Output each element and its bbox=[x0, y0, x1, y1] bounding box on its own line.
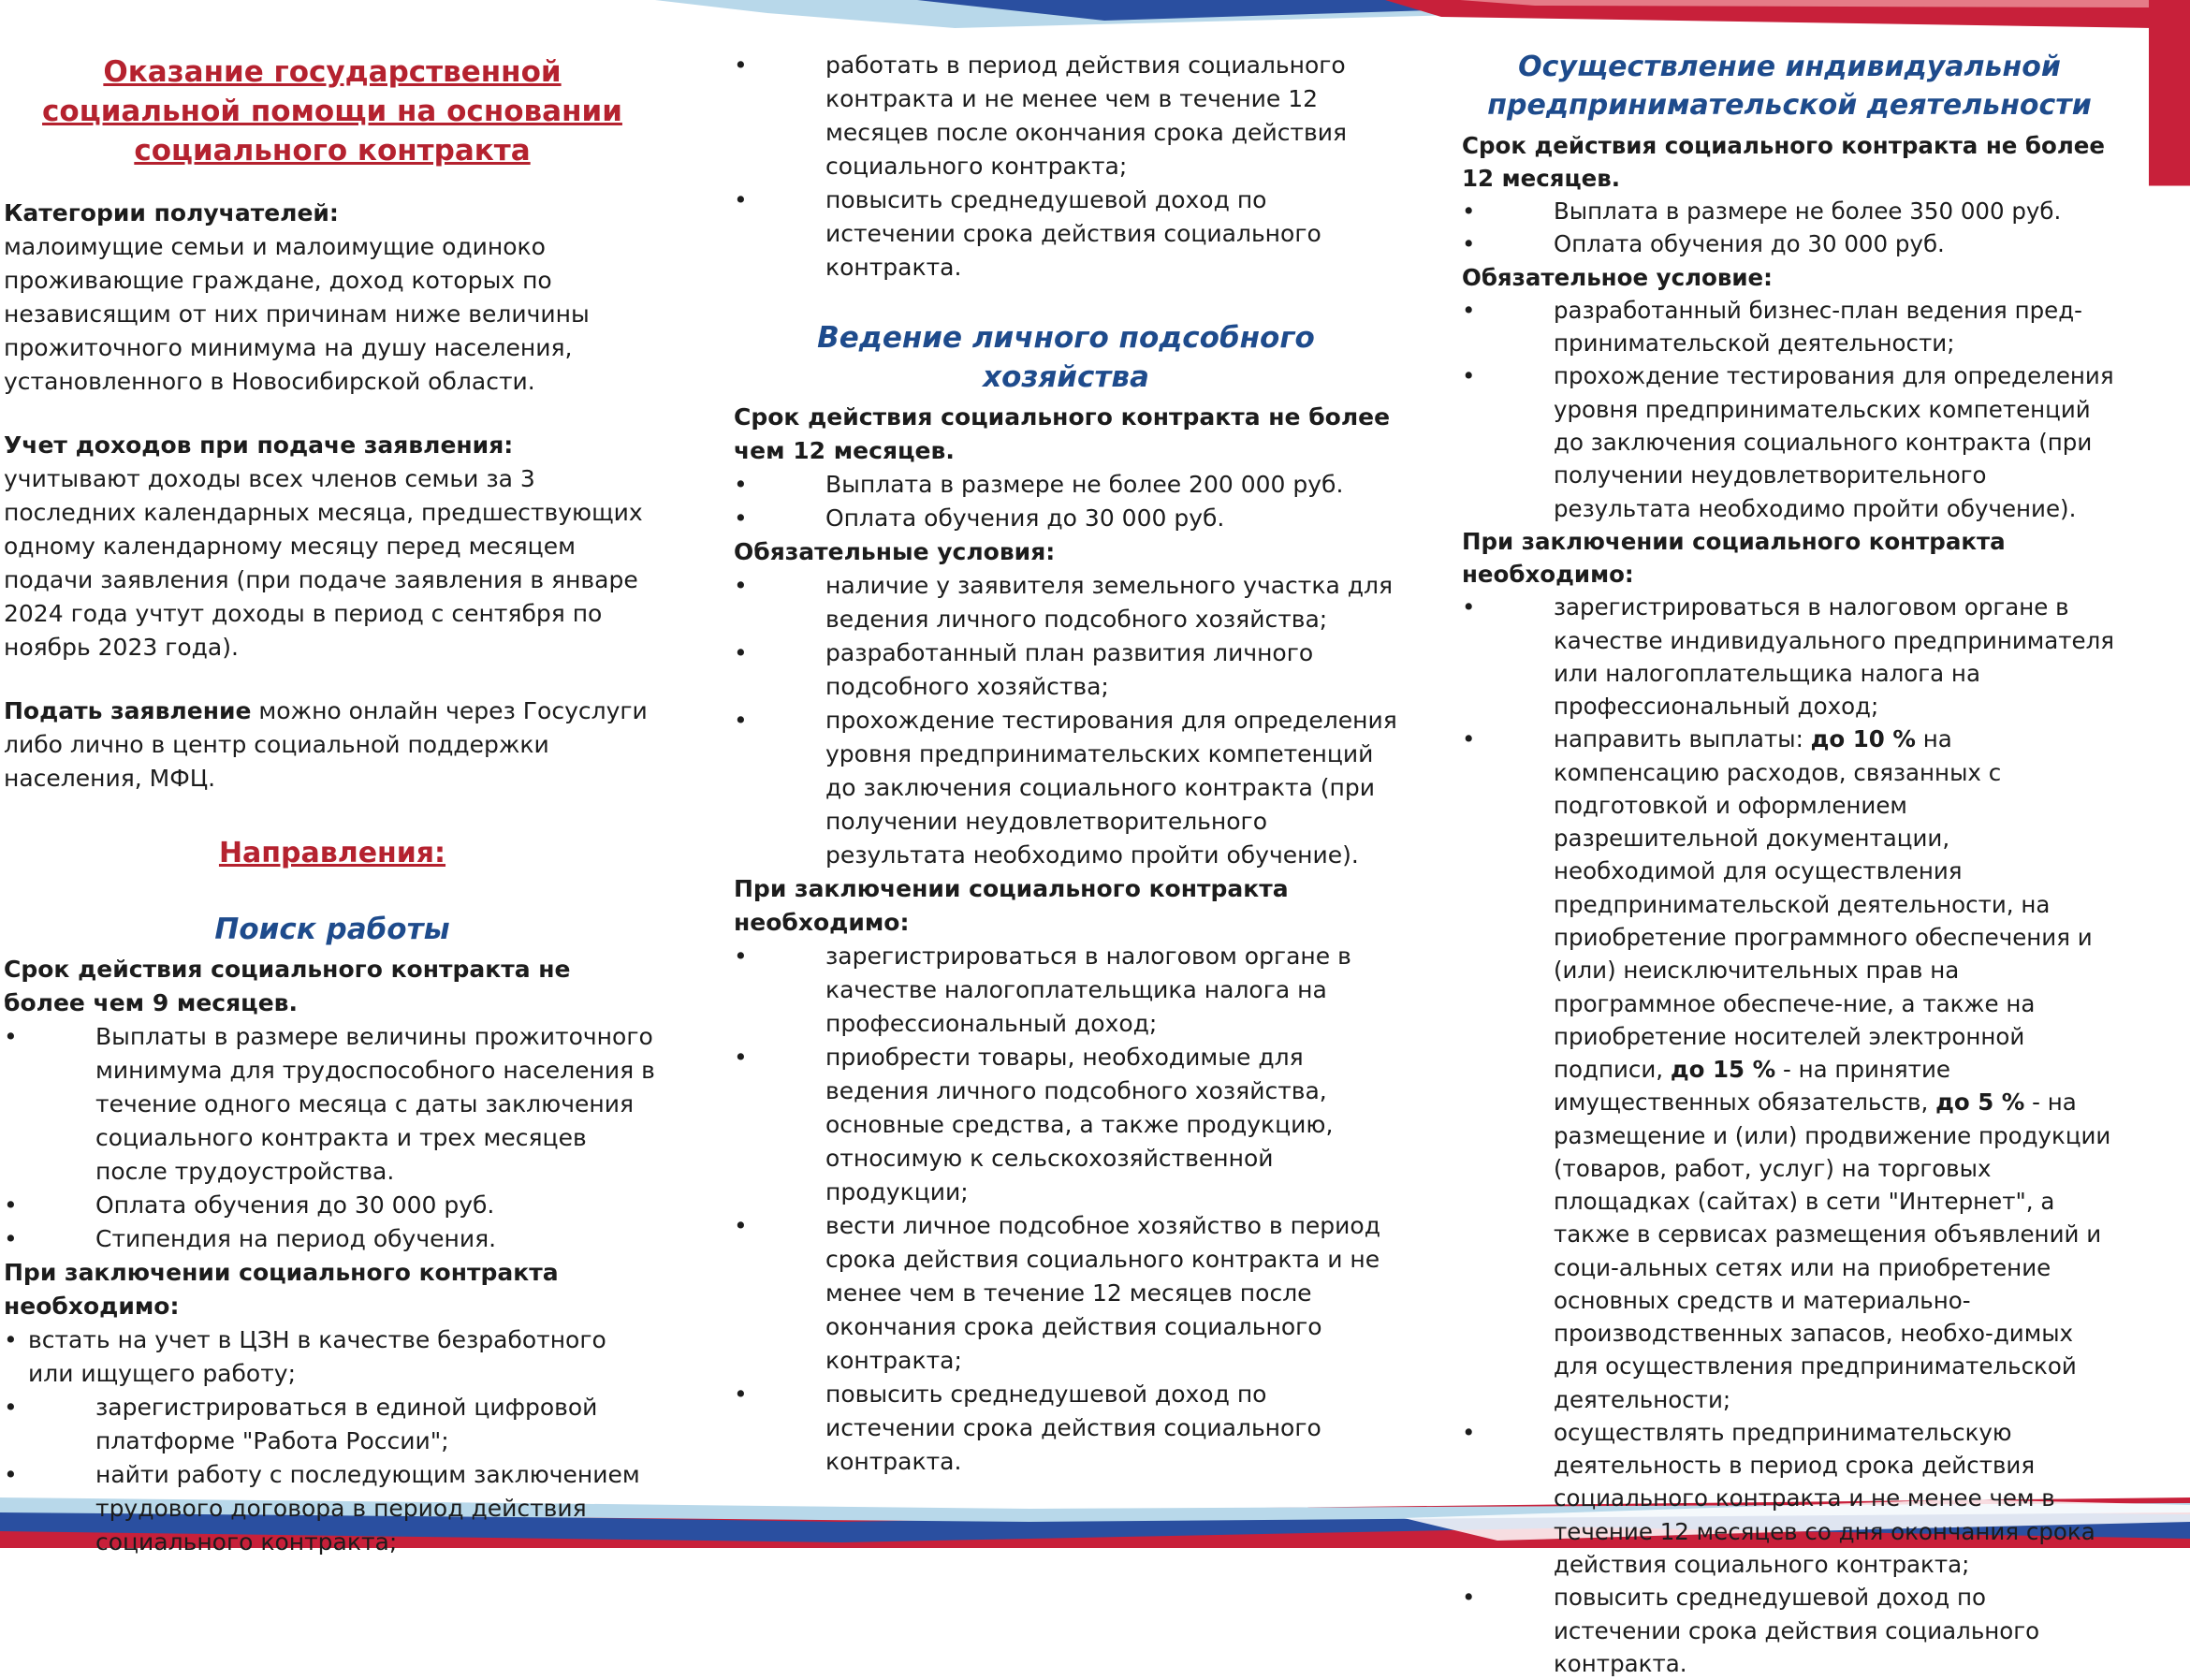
main-title: Оказание государственной социальной помощи на основании социального контракта bbox=[42, 55, 622, 168]
list-item: • приобрести товары, необходимые для ведения личного подсобного хозяйства, основные средства, а также продукцию, относимую к сельскохозяйственной продукции; bbox=[734, 1044, 1334, 1206]
list-item: • повысить среднедушевой доход по истечении срока действия социального контракта. bbox=[734, 186, 1321, 281]
list-item: • разработанный бизнес-план ведения пред-принимательской деятельности; bbox=[1462, 296, 2083, 358]
biz-req-label: При заключении социального контракта необходимо: bbox=[1462, 527, 2006, 589]
apply-text: можно онлайн через Госуслуги либо лично в центр социальной поддержки населения, МФЦ. bbox=[4, 697, 648, 793]
income-text: учитывают доходы всех членов семьи за 3 последних календарных месяца, предшествующих одному календарному месяцу перед месяцем подачи заявления (при подаче заявления в январе 2024 года учтут доходы в период с сентября по ноябрь 2023 года). bbox=[4, 465, 643, 662]
list-item: • Оплата обучения до 30 000 руб. bbox=[734, 504, 1225, 533]
percent-5: до 5 % bbox=[1935, 1088, 2025, 1117]
job-search-heading: Поиск работы bbox=[214, 912, 450, 946]
percent-10: до 10 % bbox=[1810, 725, 1916, 753]
list-item: • Выплаты в размере величины прожиточного минимума для трудоспособного населения в течение одного месяца с даты заключения социального контракта и трех месяцев после трудоустройства. bbox=[4, 1022, 655, 1185]
list-item: • найти работу с последующим заключением трудового договора в период действия социального контракта; bbox=[4, 1460, 640, 1556]
categories-text: малоимущие семьи и малоимущие одиноко проживающие граждане, доход которых по независящим от них причинам ниже величины прожиточного минимума на душу населения, установленного в Новосибирской области. bbox=[4, 233, 590, 396]
list-item: • прохождение тестирования для определения уровня предпринимательских компетенций до заключения социального контракта (при получении неудовлетворительного результата необходимо пройти обучение). bbox=[734, 707, 1397, 869]
apply-label: Подать заявление bbox=[4, 697, 252, 725]
column-right bbox=[1462, 49, 2117, 1680]
income-block bbox=[4, 429, 655, 665]
list-item: • направить выплаты: до 10 % на компенсацию расходов, связанных с подготовкой и оформлением разрешительной документации, необходимой для осуществления предпринимательской деятельности, на приобретение программного обеспечения и (или) неисключительных прав на программное обеспече-ние, а также на приобретение носителей электронной подписи, до 15 % - на принятие имущественных обязательств, до 5 % - на размещение и (или) продвижение продукции (товаров, работ, услуг) на торговых площадках (сайтах) в сети "Интернет", а также в сервисах размещения объявлений и соци-альных сетях или на приобретение основных средств и материально-производственных запасов, необхо-димых для осуществления предпринимательской деятельности; bbox=[1462, 725, 2111, 1413]
job-term: Срок действия социального контракта не более чем 9 месяцев. bbox=[4, 955, 571, 1016]
list-item: • работать в период действия социального контракта и не менее чем в течение 12 месяцев после окончания срока действия социального контракта; bbox=[734, 51, 1348, 180]
list-item: • осуществлять предпринимательскую деятельность в период срока действия социального контракта и не менее чем в течение 12 месяцев со дня окончания срока действия социального контракта; bbox=[1462, 1418, 2095, 1579]
job-req-label: При заключении социального контракта необходимо: bbox=[4, 1258, 559, 1320]
percent-15: до 15 % bbox=[1670, 1056, 1776, 1084]
list-item: • повысить среднедушевой доход по истечении срока действия социального контракта. bbox=[1462, 1584, 2040, 1677]
list-item: • наличие у заявителя земельного участка для ведения личного подсобного хозяйства; bbox=[734, 572, 1394, 634]
farm-req-label: При заключении социального контракта необходимо: bbox=[734, 875, 1289, 937]
list-item: • зарегистрироваться в единой цифровой платформе "Работа России"; bbox=[4, 1393, 598, 1454]
directions-heading: Направления: bbox=[218, 837, 446, 870]
farm-term: Срок действия социального контракта не более чем 12 месяцев. bbox=[734, 403, 1391, 465]
list-item: • Выплата в размере не более 350 000 руб. bbox=[1462, 197, 2062, 226]
categories-label: Категории получателей: bbox=[4, 199, 339, 227]
apply-block bbox=[4, 694, 655, 796]
biz-term: Срок действия социального контракта не более 12 месяцев. bbox=[1462, 131, 2106, 192]
list-item: • разработанный план развития личного подсобного хозяйства; bbox=[734, 639, 1314, 701]
farm-heading: Ведение личного подсобного хозяйства bbox=[817, 321, 1315, 395]
business-heading: Осуществление индивидуальной предпринимательской деятельности bbox=[1487, 51, 2092, 122]
list-item: • Выплата в размере не более 200 000 руб. bbox=[734, 471, 1344, 499]
list-item: • прохождение тестирования для определения уровня предпринимательских компетенций до заключения социального контракта (при получении неудовлетворительного результата необходимо пройти обучение). bbox=[1462, 362, 2114, 522]
categories-block bbox=[4, 197, 655, 399]
income-label: Учет доходов при подаче заявления: bbox=[4, 431, 514, 460]
list-item: • Оплата обучения до 30 000 руб. bbox=[1462, 230, 1945, 258]
list-item: • встать на учет в ЦЗН в качестве безработного или ищущего работу; bbox=[4, 1325, 606, 1387]
column-middle bbox=[734, 49, 1398, 1479]
list-item: • зарегистрироваться в налоговом органе в качестве индивидуального предпринимателя или налогоплательщика налога на профессиональный доход; bbox=[1462, 593, 2115, 721]
biz-cond-label: Обязательное условие: bbox=[1462, 263, 1773, 291]
list-item: • Стипендия на период обучения. bbox=[4, 1224, 497, 1252]
column-left bbox=[4, 0, 655, 1559]
list-item: • Оплата обучения до 30 000 руб. bbox=[4, 1191, 495, 1219]
right-edge-flag bbox=[2149, 0, 2190, 1548]
list-item: • повысить среднедушевой доход по истечении срока действия социального контракта. bbox=[734, 1381, 1321, 1476]
farm-cond-label: Обязательные условия: bbox=[734, 538, 1056, 566]
list-item: • вести личное подсобное хозяйство в период срока действия социального контракта и не менее чем в течение 12 месяцев после окончания срока действия социального контракта; bbox=[734, 1212, 1380, 1375]
list-item: • зарегистрироваться в налоговом органе в качестве налогоплательщика налога на профессиональный доход; bbox=[734, 942, 1351, 1038]
